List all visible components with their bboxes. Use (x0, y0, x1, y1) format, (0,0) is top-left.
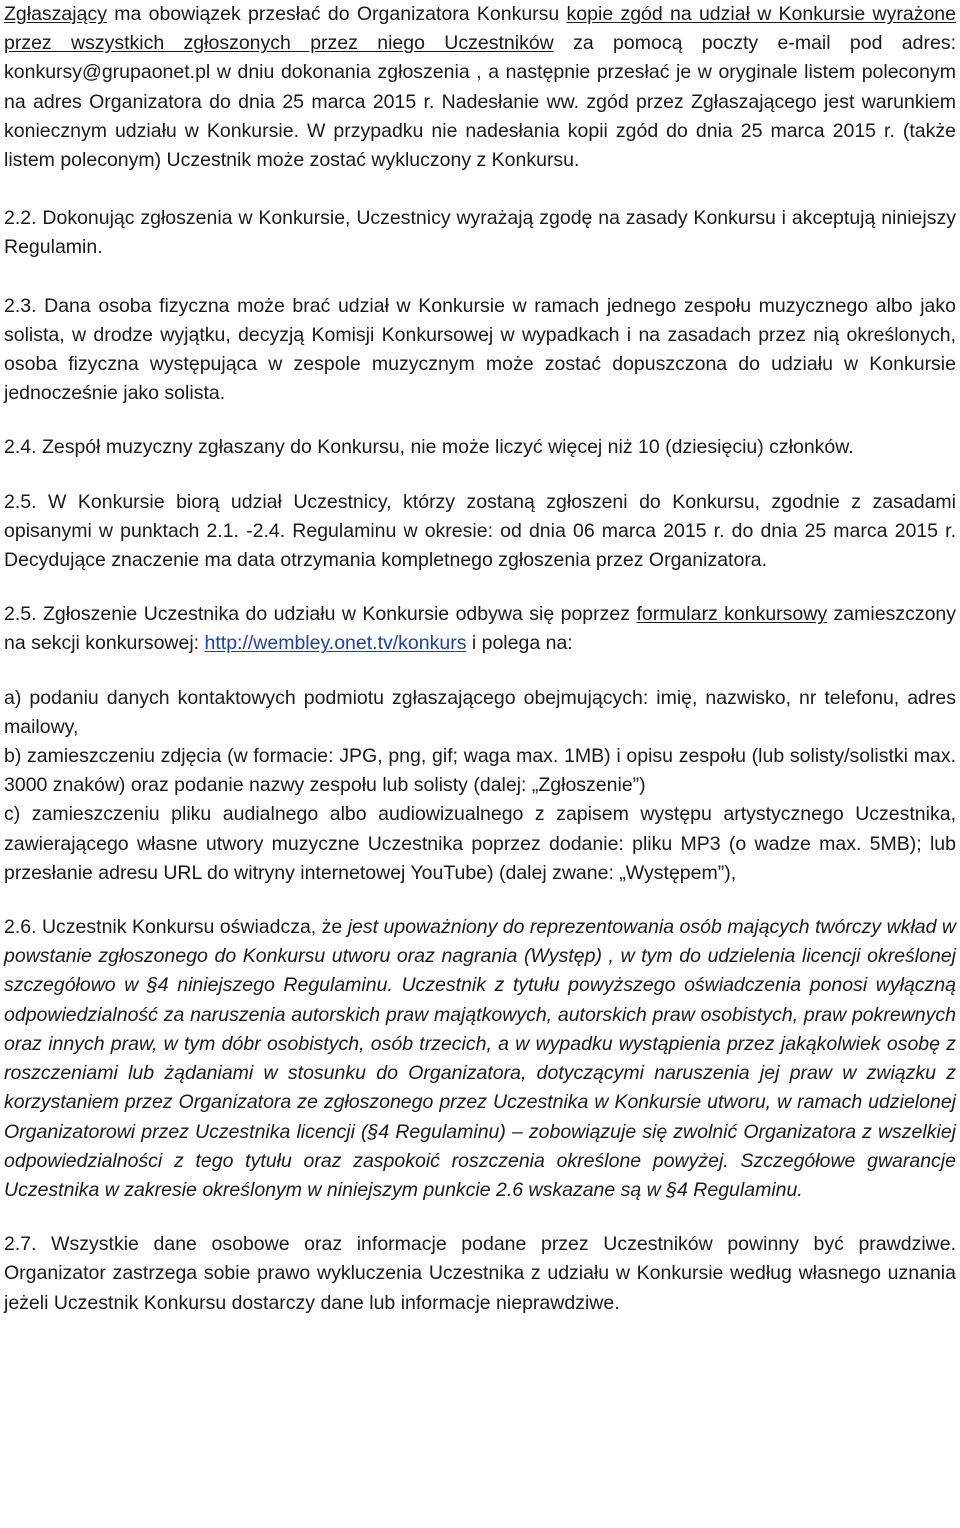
term-zglaszajacy: Zgłaszający (4, 3, 107, 25)
underlined-consents-phrase: kopie zgód na udział w Konkursie wyrażone przez wszystkich zgłoszonych przez niego Uczestników (4, 3, 956, 55)
intro-text-1: ma obowiązek przesłać do Organizatora Konkursu (106, 3, 567, 25)
paragraph-intro (4, 0, 956, 175)
paragraph-2-4: 2.4. Zespół muzyczny zgłaszany do Konkursu, nie może liczyć więcej niż 10 (dziesięciu) członków. (4, 436, 854, 459)
contest-url-link[interactable]: http://wembley.onet.tv/konkurs (204, 632, 467, 655)
list-item-b: b) zamieszczeniu zdjęcia (w formacie: JPG, png, gif; waga max. 1MB) i opisu zespołu (lub solisty/solistki max. 3000 znaków) oraz podanie nazwy zespołu lub solisty (dalej: „Zgłoszenie”) (4, 745, 956, 797)
paragraph-2-2: 2.2. Dokonując zgłoszenia w Konkursie, Uczestnicy wyrażają zgodę na zasady Konkursu i akceptują niniejszy Regulamin. (4, 207, 956, 259)
form-text-1: 2.5. Zgłoszenie Uczestnika do udziału w Konkursie odbywa się poprzez (4, 603, 637, 626)
requirements-list (4, 684, 956, 888)
paragraph-2-3: 2.3. Dana osoba fizyczna może brać udział w Konkursie w ramach jednego zespołu muzycznego albo jako solista, w drodze wyjątku, decyzją Komisji Konkursowej w wypadkach i na zasadach przez nią określonych, osoba fizyczna występująca w zespole muzycznym może zostać dopuszczona do udziału w Konkursie jednocześnie jako solista. (4, 294, 956, 405)
list-item-a: a) podaniu danych kontaktowych podmiotu zgłaszającego obejmujących: imię, nazwisko, nr telefonu, adres mailowy, (4, 686, 956, 738)
p26-italic-text: jest upoważniony do reprezentowania osób mających twórczy wkład w powstanie zgłoszonego do Konkursu utworu oraz nagrania (Występ) , w tym do udzielenia licencji określonej szczegółowo w §4 niniejszego Regulaminu. Uczestnik z tytułu powyższego oświadczenia ponosi wyłączną odpowiedzialność za naruszenia autorskich praw majątkowych, autorskich praw osobistych, praw pokrewnych oraz innych praw, w tym dóbr osobistych, osób trzecich, a w wypadku wystąpienia przez jakąkolwiek osobę z roszczeniami lub żądaniami w stosunku do Organizatora, dotyczącymi naruszenia jej praw w związku z korzystaniem przez Organizatora ze zgłoszonego przez Uczestnika w Konkursie utworu, w ramach udzielonej Organizatorowi przez Uczestnika licencji (§4 Regulaminu) – zobowiązuje się zwolnić Organizatora z wszelkiej odpowiedzialności z tego tytułu oraz zaspokoić roszczenia określone powyżej. Szczegółowe gwarancje Uczestnika w zakresie określonym w niniejszym punkcie 2.6 wskazane są w §4 Regulaminu. (4, 916, 956, 1201)
paragraph-2-6 (4, 913, 956, 1205)
paragraph-2-5-period: 2.5. W Konkursie biorą udział Uczestnicy, którzy zostaną zgłoszeni do Konkursu, zgodnie z zasadami opisanymi w punktach 2.1. -2.4. Regulaminu w okresie: od dnia 06 marca 2015 r. do dnia 25 marca 2015 r. Decydujące znaczenie ma data otrzymania kompletnego zgłoszenia przez Organizatora. (4, 490, 956, 572)
form-text-2: zamieszczony na sekcji konkursowej: (4, 603, 957, 655)
form-link-formularz[interactable]: formularz konkursowy (636, 603, 828, 626)
paragraph-2-7: 2.7. Wszystkie dane osobowe oraz informacje podane przez Uczestników powinny być prawdziwe. Organizator zastrzega sobie prawo wykluczenia Uczestnika z udziału w Konkursie według własnego uznania jeżeli Uczestnik Konkursu dostarczy dane lub informacje nieprawdziwe. (4, 1233, 956, 1314)
paragraph-2-5-form (4, 600, 956, 658)
p26-text-1: 2.6. Uczestnik Konkursu oświadcza, że (4, 916, 348, 939)
form-text-3: i polega na: (466, 632, 573, 655)
list-item-c: c) zamieszczeniu pliku audialnego albo audiowizualnego z zapisem występu artystycznego Uczestnika, zawierającego własne utwory muzyczne Uczestnika poprzez dodanie: pliku MP3 (o wadze max. 5MB); lub przesłanie adresu URL do witryny internetowej YouTube) (dalej zwane: „Występem”), (4, 803, 956, 884)
intro-text-2: za pomocą poczty e-mail pod adres: konkursy@grupaonet.pl w dniu dokonania zgłoszenia , a następnie przesłać je w oryginale listem poleconym na adres Organizatora do dnia 25 marca 2015 r. Nadesłanie ww. zgód przez Zgłaszającego jest warunkiem koniecznym udziału w Konkursie. W przypadku nie nadesłania kopii zgód do dnia 25 marca 2015 r. (także listem poleconym) Uczestnik może zostać wykluczony z Konkursu. (4, 32, 957, 172)
